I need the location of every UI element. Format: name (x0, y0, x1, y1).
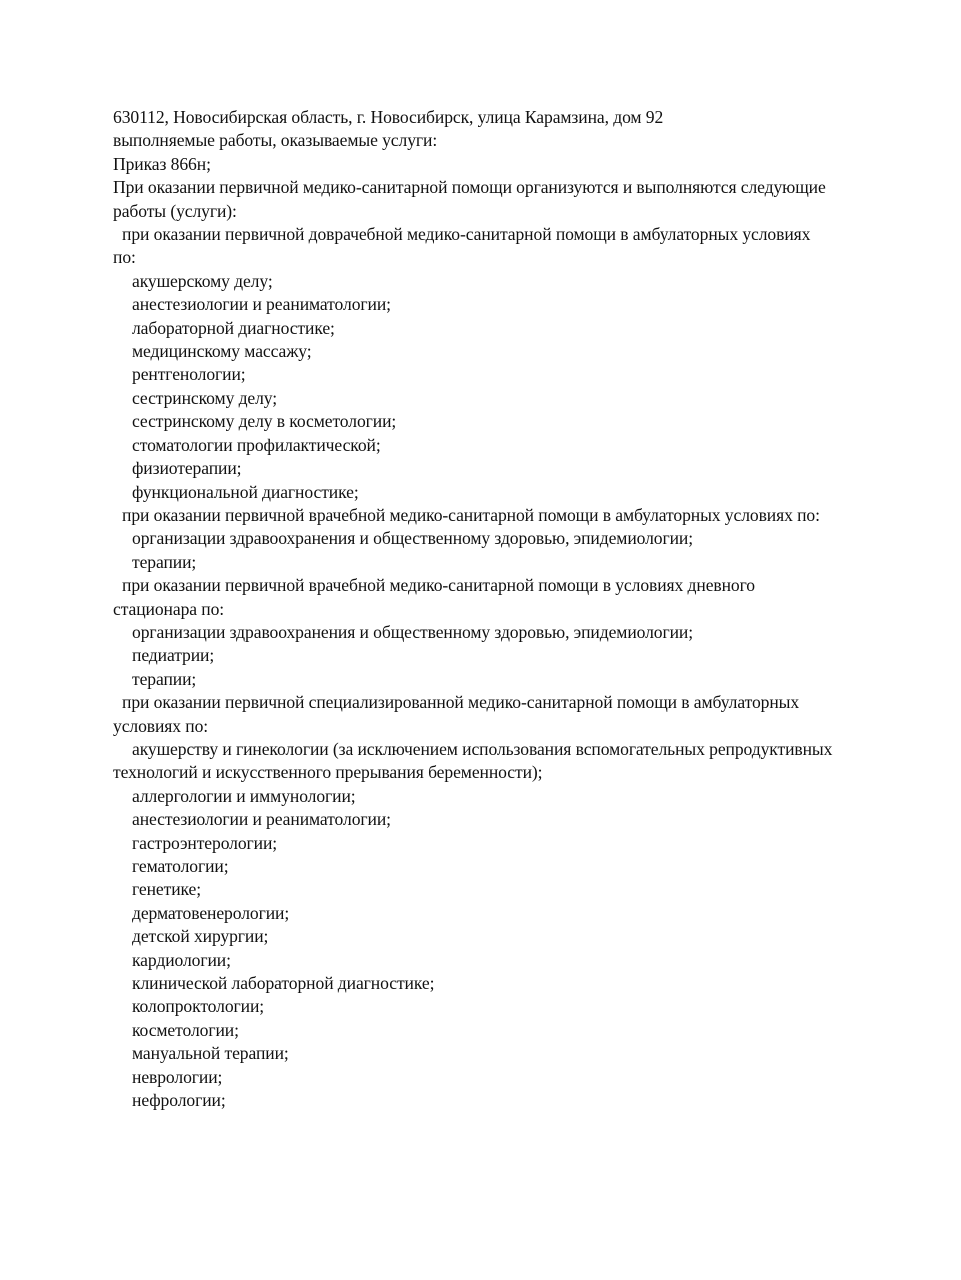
section-heading-continuation: условиях по: (113, 715, 209, 736)
list-item: генетике; (132, 879, 202, 900)
address-line: 630112, Новосибирская область, г. Новосибирск, улица Карамзина, дом 92 (113, 107, 664, 127)
list-item: рентгенологии; (132, 364, 246, 385)
list-item: организации здравоохранения и общественному здоровью, эпидемиологии; (132, 621, 694, 642)
section-heading-continuation: стационара по: (113, 598, 225, 619)
list-item: сестринскому делу в косметологии; (132, 411, 397, 432)
list-item: дерматовенерологии; (132, 902, 290, 923)
list-item: аллергологии и иммунологии; (132, 785, 356, 806)
list-item: детской хирургии; (132, 926, 269, 947)
list-item: нефрологии; (132, 1090, 226, 1111)
list-item: гастроэнтерологии; (132, 832, 278, 853)
list-item: гематологии; (132, 856, 229, 876)
list-item: колопроктологии; (132, 996, 265, 1017)
list-item: мануальной терапии; (132, 1043, 289, 1064)
list-item: стоматологии профилактической; (132, 434, 381, 455)
order-reference: Приказ 866н; (113, 153, 211, 174)
list-item-continuation: технологий и искусственного прерывания беременности); (113, 762, 543, 783)
section-heading-continuation: по: (113, 247, 136, 268)
document-page (113, 106, 923, 1112)
intro-text-line-2: работы (услуги): (113, 200, 237, 221)
list-item: функциональной диагностике; (132, 481, 359, 502)
list-item: терапии; (132, 668, 197, 689)
list-item: клинической лабораторной диагностике; (132, 973, 435, 994)
list-item: неврологии; (132, 1066, 223, 1087)
section-heading: при оказании первичной врачебной медико-санитарной помощи в условиях дневного (122, 575, 756, 596)
list-item: анестезиологии и реаниматологии; (132, 294, 391, 315)
list-item: организации здравоохранения и общественному здоровью, эпидемиологии; (132, 528, 694, 549)
intro-text-line-1: При оказании первичной медико-санитарной помощи организуются и выполняются следующие (113, 177, 826, 198)
list-item: педиатрии; (132, 645, 215, 666)
list-item: сестринскому делу; (132, 387, 278, 408)
list-item: лабораторной диагностике; (132, 317, 335, 338)
list-item: кардиологии; (132, 949, 231, 970)
list-item: физиотерапии; (132, 458, 242, 479)
section-heading: при оказании первичной врачебной медико-санитарной помощи в амбулаторных условиях по: (122, 504, 820, 525)
list-item: анестезиологии и реаниматологии; (132, 809, 391, 830)
section-heading: при оказании первичной специализированной медико-санитарной помощи в амбулаторных (122, 692, 800, 713)
list-item: медицинскому массажу; (132, 341, 312, 362)
list-item: косметологии; (132, 1019, 239, 1040)
list-item: акушерству и гинекологии (за исключением использования вспомогательных репродуктивных (132, 738, 833, 759)
list-item: акушерскому делу; (132, 270, 273, 291)
works-heading: выполняемые работы, оказываемые услуги: (113, 130, 438, 151)
list-item: терапии; (132, 551, 197, 572)
section-heading: при оказании первичной доврачебной медико-санитарной помощи в амбулаторных условиях (122, 224, 811, 245)
